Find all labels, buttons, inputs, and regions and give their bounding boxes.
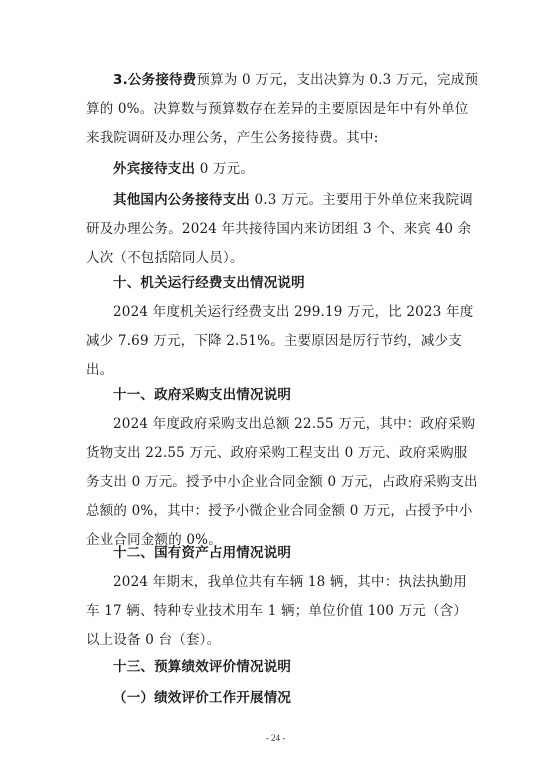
- paragraph-foreign-reception: [86, 155, 479, 184]
- sub-heading-13-1: （一）绩效评价工作开展情况: [113, 690, 292, 706]
- paragraph-lead: 3.公务接待费: [113, 72, 197, 88]
- paragraph-hospitality-fee: [86, 66, 479, 153]
- paragraph-text: 0.3 万元。主要用于外单位来我院调研及办理公务。2024 年共接待国内来访团组 3 个、来宾 40 余人次（不包括陪同人员）。: [86, 192, 473, 266]
- paragraph-text: 0 万元。: [195, 161, 255, 177]
- section-heading-12: 十二、国有资产占用情况说明: [113, 545, 292, 561]
- paragraph-lead: 外宾接待支出: [113, 161, 196, 177]
- section-heading-10: 十、机关运行经费支出情况说明: [113, 275, 305, 291]
- section-heading-13: 十三、预算绩效评价情况说明: [113, 659, 292, 675]
- section-heading-11: 十一、政府采购支出情况说明: [113, 387, 292, 403]
- paragraph-procurement: 2024 年度政府采购支出总额 22.55 万元，其中：政府采购货物支出 22.55 万元、政府采购工程支出 0 万元、政府采购服务支出 0 万元。授予中小企业合同金额 0 万元，占政府采购支出总额的 0%，其中：授予小微企业合同金额 0 万元，占授予中小企业合同金额的 0%。: [86, 416, 478, 548]
- paragraph-state-assets: 2024 年期末，我单位共有车辆 18 辆，其中：执法执勤用车 17 辆、特种专业技术用车 1 辆；单位价值 100 万元（含）以上设备 0 台（套）。: [86, 574, 468, 648]
- page-number: - 24 -: [265, 733, 286, 743]
- paragraph-operating-expenses: 2024 年度机关运行经费支出 299.19 万元，比 2023 年度减少 7.69 万元，下降 2.51%。主要原因是厉行节约，减少支出。: [86, 304, 474, 378]
- paragraph-lead: 其他国内公务接待支出: [113, 192, 250, 208]
- paragraph-text: 预算为 0 万元，支出决算为 0.3 万元，完成预算的 0%。决算数与预算数存在差异的主要原因是年中有外单位来我院调研及办理公务，产生公务接待费。其中:: [86, 72, 479, 146]
- paragraph-domestic-reception: [86, 186, 479, 273]
